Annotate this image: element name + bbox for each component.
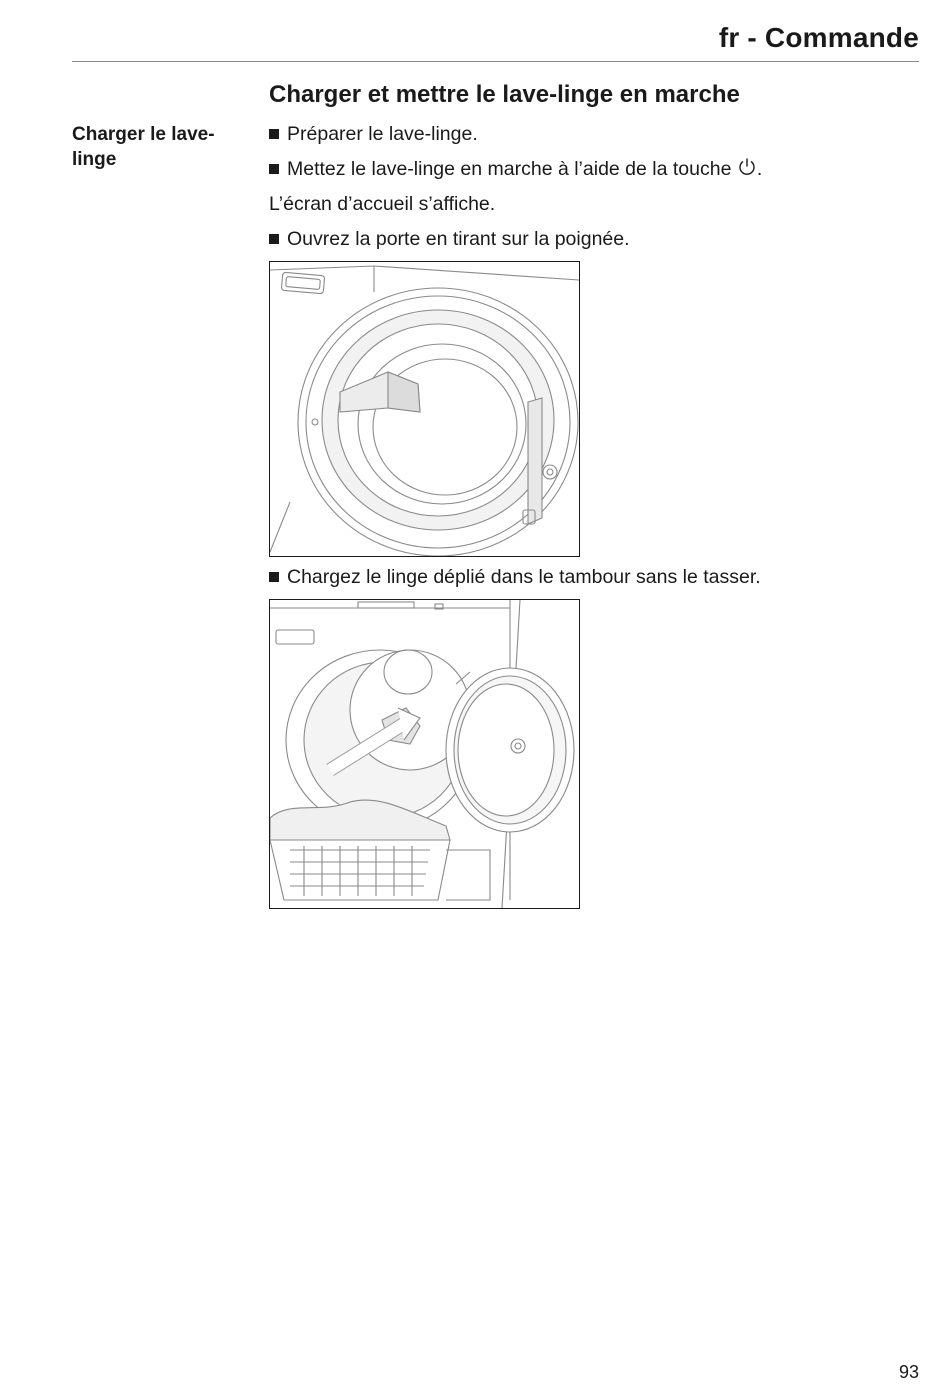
step-text-end: . <box>756 158 763 180</box>
step-text: Chargez le linge déplié dans le tambour sans le tasser. <box>287 566 761 588</box>
section-title: Charger et mettre le lave-linge en marche <box>269 81 740 108</box>
washer-door-illustration <box>270 262 579 556</box>
step-power-on <box>269 157 762 181</box>
page-number: 93 <box>898 1362 919 1382</box>
figure-load-laundry <box>269 599 580 909</box>
step-open-door <box>269 227 630 251</box>
step-text: Préparer le lave-linge. <box>287 123 478 145</box>
side-label: Charger le lave-linge <box>72 124 215 170</box>
figure-open-door <box>269 261 580 557</box>
square-bullet-icon <box>269 572 279 582</box>
step-text: Mettez le lave-linge en marche à l’aide de la touche <box>287 158 732 180</box>
square-bullet-icon <box>269 234 279 244</box>
laundry-loading-illustration <box>270 600 579 908</box>
step-text: Ouvrez la porte en tirant sur la poignée. <box>287 228 630 250</box>
result-home-screen: L’écran d’accueil s’affiche. <box>269 193 496 215</box>
step-load <box>269 565 761 589</box>
page-header-title: fr - Commande <box>718 22 919 53</box>
square-bullet-icon <box>269 164 279 174</box>
power-icon <box>737 157 757 177</box>
step-prepare <box>269 122 478 146</box>
header-divider <box>72 61 919 62</box>
square-bullet-icon <box>269 129 279 139</box>
